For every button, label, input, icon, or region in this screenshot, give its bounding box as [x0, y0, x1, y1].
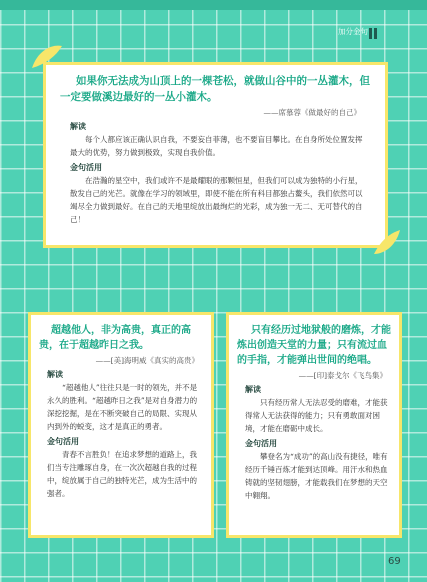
- quote-text: 如果你无法成为山顶上的一棵苍松，就做山谷中的一丛灌木，但一定要做溪边最好的一丛小灌木。: [60, 75, 370, 103]
- use-paragraph: 青春不言胜负！在追求梦想的道路上，我们当专注雕琢自身，在一次次超越自我的过程中，绽放属于自己的独特光芒，成为生活中的强者。: [47, 450, 197, 498]
- quote-text: 超越他人，非为高贵，真正的高贵，在于超越昨日之我。: [39, 325, 191, 351]
- use-paragraph: 在浩瀚的星空中，我们或许不是最耀眼的那颗恒星，但我们可以成为独特的小行星，散发自己的光芒。就像在学习的领域里，即使不能在所有科目都独占鳌头，我们依然可以竭尽全力做到最好。在自己的天地里绽放出最绚烂的光彩，成为独一无二、无可替代的自己！: [70, 176, 363, 224]
- tag-bars-icon: [369, 24, 379, 43]
- quote-card-1: [43, 62, 388, 248]
- top-decorative-strip: [0, 0, 427, 10]
- use-heading: 金句活用: [47, 437, 79, 446]
- read-heading: 解读: [47, 370, 63, 379]
- leaf-decoration-icon: [30, 42, 64, 70]
- read-paragraph: 每个人都应该正确认识自我，不要妄自菲薄，也不要盲目攀比。在自身所处位置发挥最大的优势，努力做到极致，实现自我价值。: [70, 135, 363, 157]
- quote-card-2: [28, 312, 214, 538]
- section-tag: 加分金句: [338, 27, 368, 36]
- quote-text: 只有经历过地狱般的磨炼，才能炼出创造天堂的力量；只有流过血的手指，才能弹出世间的绝唱。: [237, 325, 391, 366]
- use-paragraph: 攀登名为“成功”的高山没有捷径，唯有经历千锤百炼才能到达顶峰。用汗水和热血铸就的坚韧翅膀，才能载我们在梦想的天空中翱翔。: [245, 452, 388, 500]
- quote-author: ——席慕蓉《做最好的自己》: [263, 108, 361, 117]
- read-heading: 解读: [245, 385, 261, 394]
- leaf-decoration-icon: [372, 228, 402, 256]
- quote-author: ——[印]泰戈尔《飞鸟集》: [298, 371, 387, 380]
- read-heading: 解读: [70, 122, 86, 131]
- use-heading: 金句活用: [245, 439, 277, 448]
- quote-author: ——[美]海明威《真实的高贵》: [95, 356, 199, 365]
- read-paragraph: “超越他人”往往只是一时的领先，并不是永久的胜利。“超越昨日之我”是对自身潜力的深挖挖掘，是在不断突破自己的局限、实现从内到外的蜕变，这才是真正的勇者。: [47, 383, 198, 431]
- page-number: 69: [388, 556, 401, 567]
- quote-card-3: [226, 312, 402, 538]
- use-heading: 金句活用: [70, 163, 102, 172]
- read-paragraph: 只有经历常人无法忍受的磨难，才能获得常人无法获得的能力；只有勇敢面对困境，才能在磨砺中成长。: [245, 398, 388, 433]
